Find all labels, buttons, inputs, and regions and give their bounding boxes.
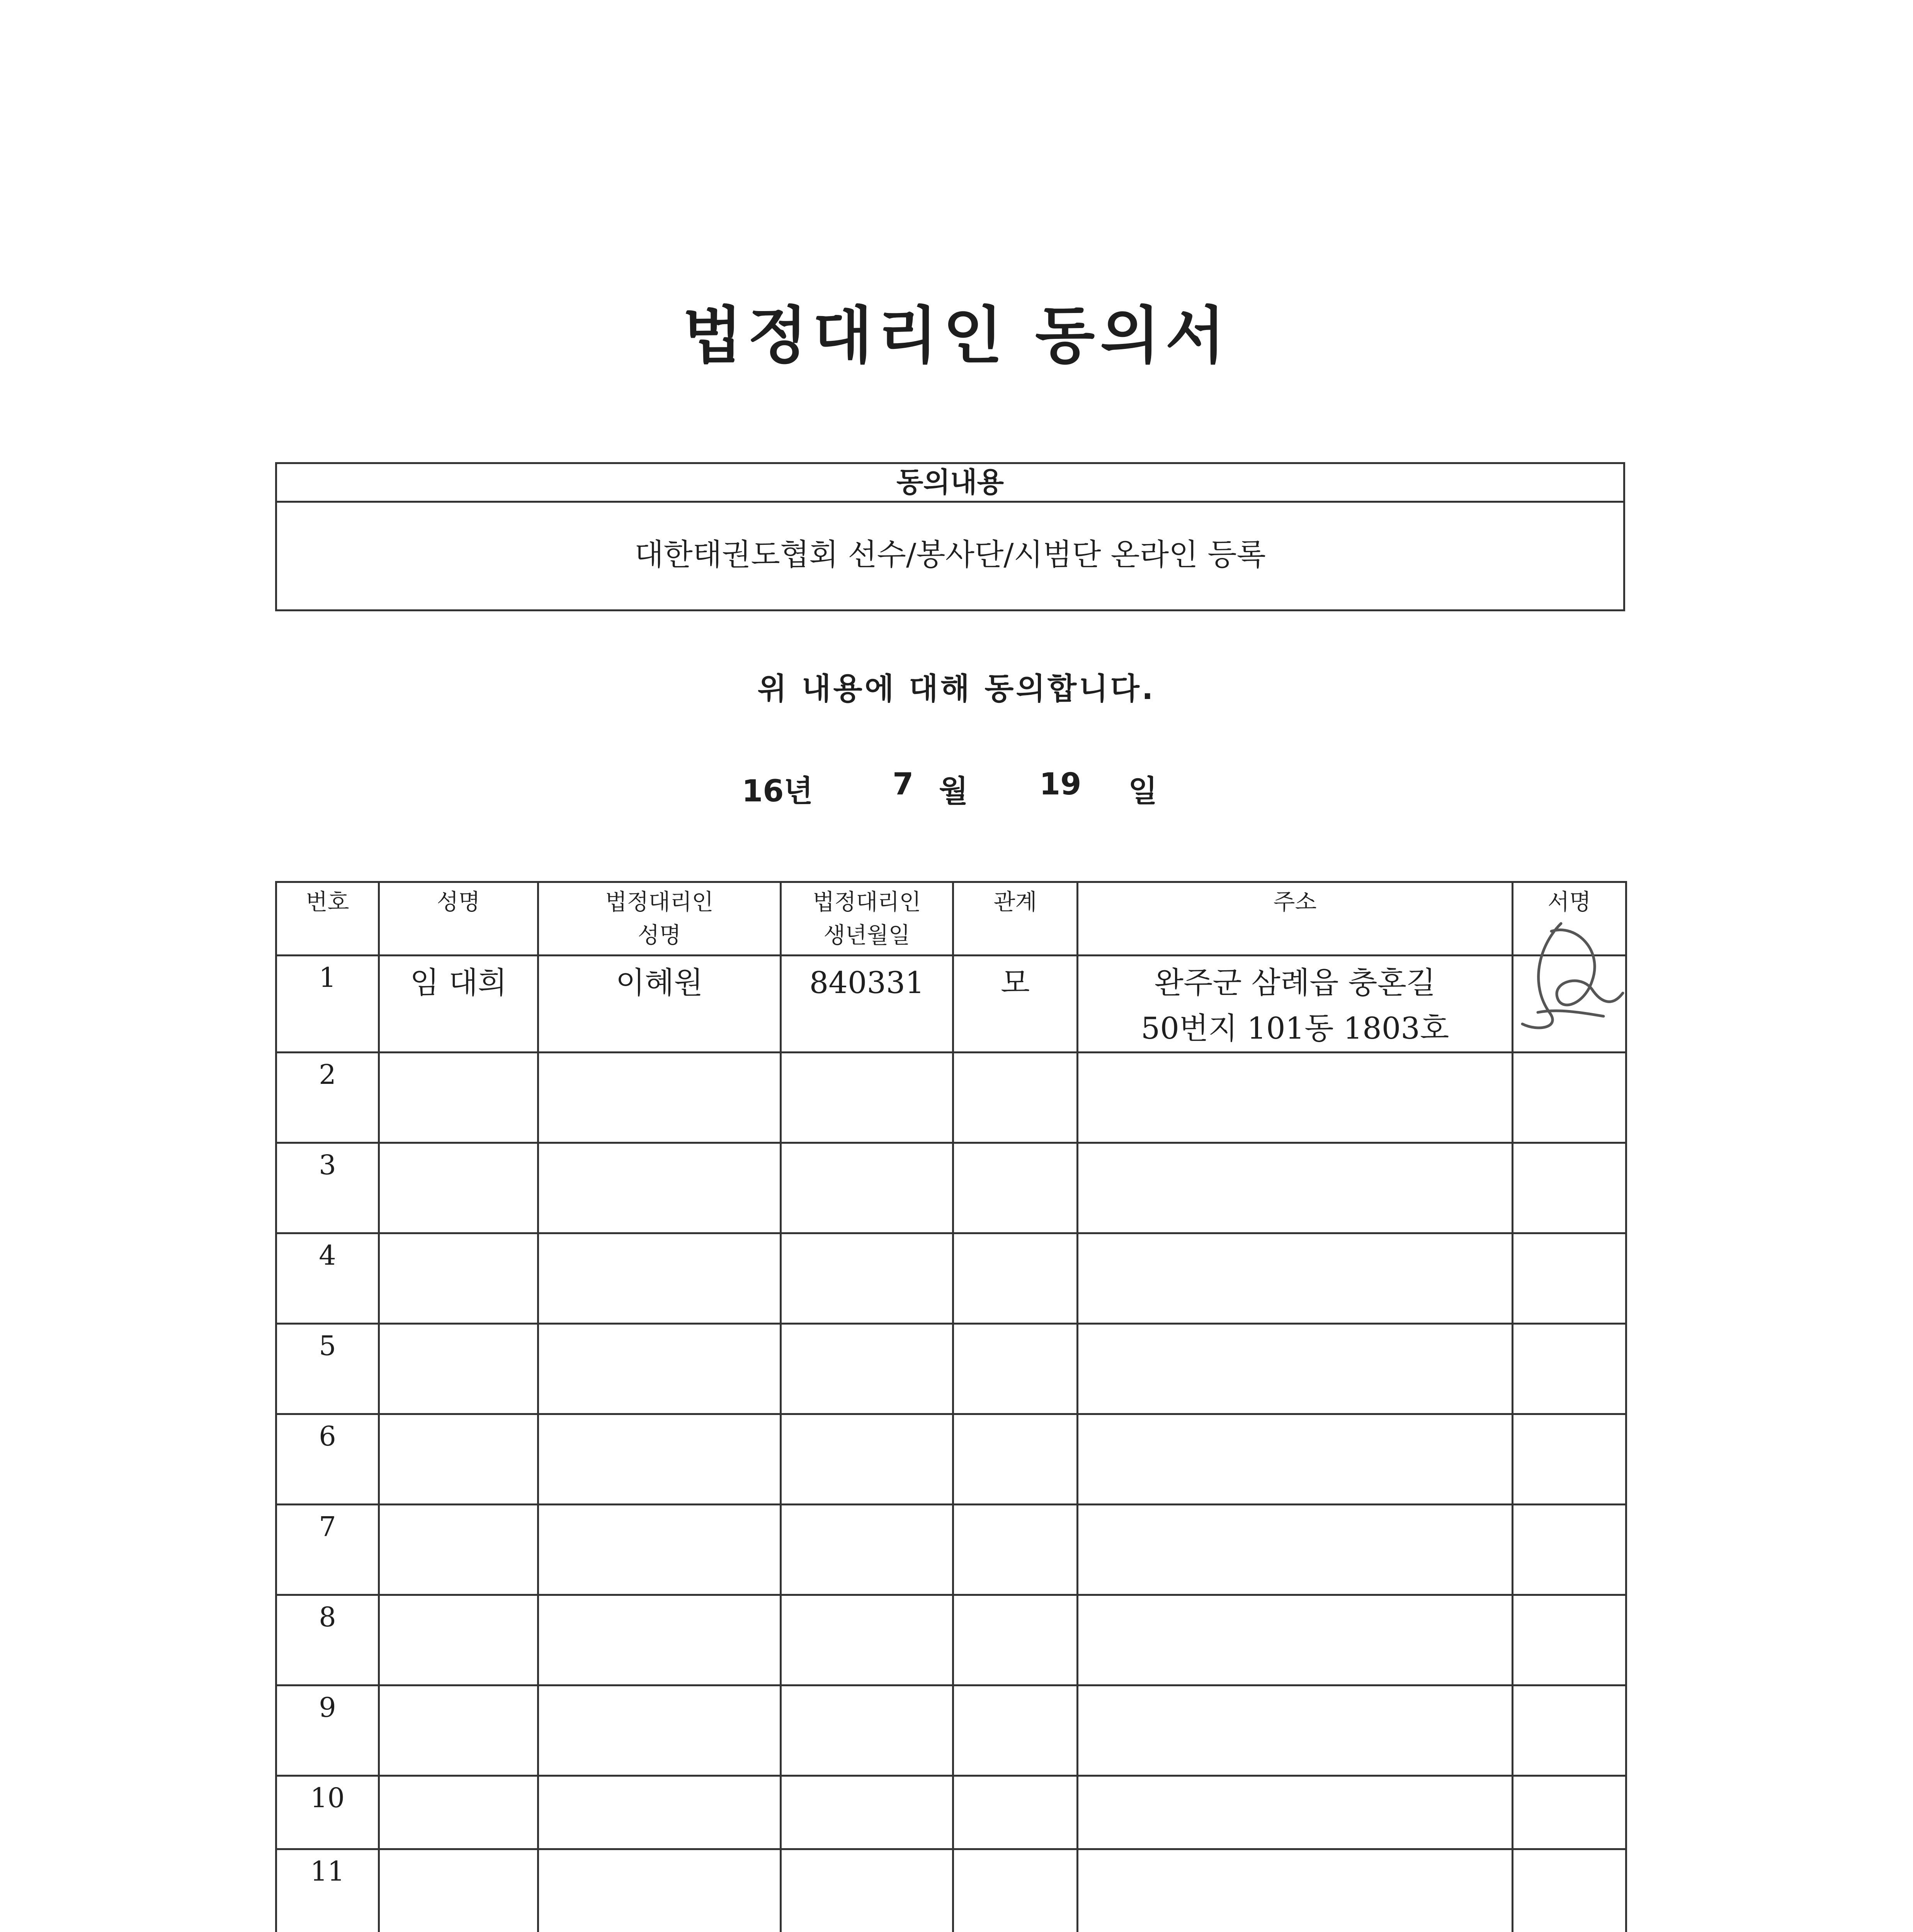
date-day-unit: 일 bbox=[1128, 774, 1158, 809]
table-cell bbox=[781, 1414, 953, 1505]
address-line1: 완주군 삼례읍 충혼길 bbox=[1154, 966, 1436, 1000]
date-year: 16년 bbox=[742, 774, 813, 809]
table-cell bbox=[538, 1233, 781, 1324]
table-cell bbox=[1078, 1849, 1513, 1932]
table-row bbox=[276, 1143, 1626, 1233]
table-row bbox=[276, 1233, 1626, 1324]
row-number: 3 bbox=[276, 1143, 379, 1233]
table-cell bbox=[1513, 1776, 1626, 1849]
table-cell bbox=[781, 1776, 953, 1849]
table-cell bbox=[781, 1595, 953, 1685]
table-row bbox=[276, 1505, 1626, 1595]
row-number: 2 bbox=[276, 1053, 379, 1143]
header-dob-line2: 생년월일 bbox=[823, 922, 910, 948]
guardian-relation: 모 bbox=[953, 956, 1078, 1053]
guardian-dob: 840331 bbox=[781, 956, 953, 1053]
table-cell bbox=[379, 1324, 538, 1414]
table-cell bbox=[538, 1324, 781, 1414]
table-cell bbox=[538, 1595, 781, 1685]
document-title: 법정대리인 동의서 bbox=[682, 299, 1231, 372]
row-number: 6 bbox=[276, 1414, 379, 1505]
address bbox=[1078, 956, 1513, 1053]
row-number: 1 bbox=[276, 956, 379, 1053]
handwritten-signature bbox=[1515, 916, 1638, 1047]
table-cell bbox=[538, 1849, 781, 1932]
header-guardian-line2: 성명 bbox=[638, 922, 681, 948]
table-cell bbox=[1078, 1685, 1513, 1776]
table-cell bbox=[538, 1685, 781, 1776]
table-cell bbox=[1078, 1233, 1513, 1324]
table-cell bbox=[1513, 1053, 1626, 1143]
table-cell bbox=[1513, 1143, 1626, 1233]
table-row bbox=[276, 1053, 1626, 1143]
table-cell bbox=[1513, 1414, 1626, 1505]
table-cell bbox=[379, 1143, 538, 1233]
table-row bbox=[276, 1414, 1626, 1505]
table-cell bbox=[538, 1776, 781, 1849]
table-row bbox=[276, 1595, 1626, 1685]
table-cell bbox=[1513, 1324, 1626, 1414]
table-cell bbox=[953, 1324, 1078, 1414]
consent-body: 대한태권도협회 선수/봉사단/시범단 온라인 등록 bbox=[634, 537, 1266, 572]
table-cell bbox=[1078, 1143, 1513, 1233]
date-day: 19 bbox=[1039, 767, 1081, 802]
table-cell bbox=[781, 1233, 953, 1324]
table-cell bbox=[1078, 1595, 1513, 1685]
table-cell bbox=[1513, 1233, 1626, 1324]
agreement-statement: 위 내용에 대해 동의합니다. bbox=[757, 672, 1156, 706]
table-cell bbox=[379, 1595, 538, 1685]
table-cell bbox=[953, 1685, 1078, 1776]
table-cell bbox=[953, 1233, 1078, 1324]
header-no: 번호 bbox=[276, 882, 379, 956]
table-cell bbox=[538, 1414, 781, 1505]
header-address: 주소 bbox=[1078, 882, 1513, 956]
table-cell bbox=[1513, 1849, 1626, 1932]
table-cell bbox=[953, 1849, 1078, 1932]
table-cell bbox=[538, 1143, 781, 1233]
row-number: 7 bbox=[276, 1505, 379, 1595]
date-month: 7 bbox=[893, 767, 914, 802]
table-cell bbox=[953, 1505, 1078, 1595]
table-header-row bbox=[276, 882, 1626, 956]
table-cell bbox=[379, 1505, 538, 1595]
header-signature: 서명 bbox=[1513, 882, 1626, 956]
table-cell bbox=[379, 1685, 538, 1776]
table-cell bbox=[1078, 1053, 1513, 1143]
header-name: 성명 bbox=[379, 882, 538, 956]
table-cell bbox=[379, 1849, 538, 1932]
table-cell bbox=[1513, 1595, 1626, 1685]
participant-name: 임 대희 bbox=[379, 956, 538, 1053]
table-cell bbox=[953, 1776, 1078, 1849]
table-row bbox=[276, 1776, 1626, 1849]
table-cell bbox=[1078, 1505, 1513, 1595]
row-number: 9 bbox=[276, 1685, 379, 1776]
consent-header: 동의내용 bbox=[277, 464, 1623, 503]
table-cell bbox=[1078, 1414, 1513, 1505]
row-number: 4 bbox=[276, 1233, 379, 1324]
table-cell bbox=[1078, 1776, 1513, 1849]
table-cell bbox=[781, 1685, 953, 1776]
guardian-table bbox=[275, 881, 1627, 1932]
table-cell bbox=[538, 1505, 781, 1595]
address-line2: 50번지 101동 1803호 bbox=[1141, 1011, 1449, 1046]
row-number: 10 bbox=[276, 1776, 379, 1849]
table-cell bbox=[953, 1143, 1078, 1233]
table-row bbox=[276, 1324, 1626, 1414]
table-cell bbox=[953, 1053, 1078, 1143]
table-cell bbox=[379, 1233, 538, 1324]
header-dob bbox=[781, 882, 953, 956]
header-relation: 관계 bbox=[953, 882, 1078, 956]
table-cell bbox=[1513, 1505, 1626, 1595]
table-cell bbox=[781, 1849, 953, 1932]
header-guardian bbox=[538, 882, 781, 956]
date-month-unit: 월 bbox=[939, 774, 968, 809]
guardian-name: 이혜원 bbox=[538, 956, 781, 1053]
table-cell bbox=[379, 1776, 538, 1849]
table-cell bbox=[781, 1324, 953, 1414]
table-cell bbox=[781, 1143, 953, 1233]
row-number: 5 bbox=[276, 1324, 379, 1414]
table-cell bbox=[379, 1414, 538, 1505]
header-guardian-line1: 법정대리인 bbox=[605, 889, 714, 915]
table-cell bbox=[379, 1053, 538, 1143]
header-dob-line1: 법정대리인 bbox=[813, 889, 921, 915]
table-row bbox=[276, 1685, 1626, 1776]
row-number: 11 bbox=[276, 1849, 379, 1932]
table-cell bbox=[953, 1414, 1078, 1505]
table-cell bbox=[1513, 1685, 1626, 1776]
table-cell bbox=[538, 1053, 781, 1143]
table-row bbox=[276, 956, 1626, 1053]
table-cell bbox=[953, 1595, 1078, 1685]
consent-box bbox=[275, 462, 1625, 611]
table-cell bbox=[781, 1053, 953, 1143]
table-cell bbox=[781, 1505, 953, 1595]
table-row bbox=[276, 1849, 1626, 1932]
table-cell bbox=[1078, 1324, 1513, 1414]
row-number: 8 bbox=[276, 1595, 379, 1685]
